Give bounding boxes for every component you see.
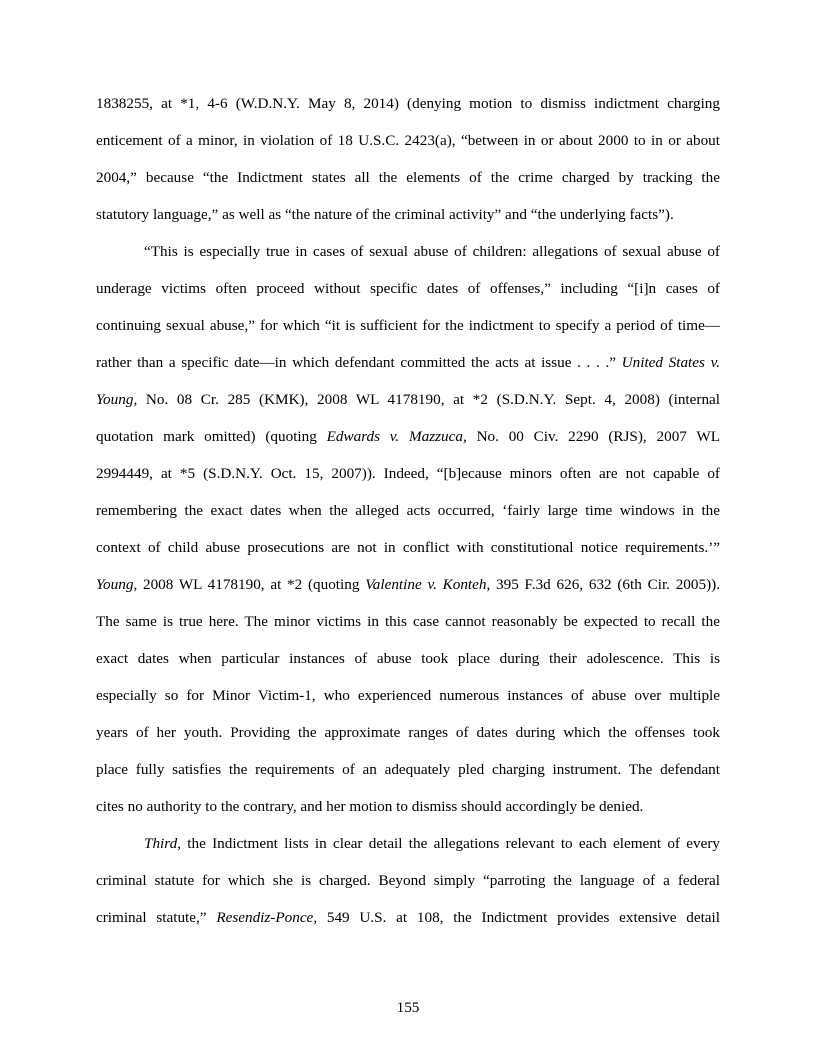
text-segment: cites no authority to the contrary, and her motion to dismiss should accordingly be denied. (96, 798, 644, 815)
text-segment: quotation mark omitted) (quoting (96, 428, 327, 445)
text-segment: criminal statute for which she is charged. Beyond simply “parroting the language of a federal (96, 872, 720, 889)
text-segment: remembering the exact dates when the alleged acts occurred, ‘fairly large time windows in the (96, 502, 720, 519)
text-segment: , 549 U.S. at 108, the Indictment provides extensive detail (313, 909, 720, 926)
text-line (96, 204, 720, 241)
text-line (96, 315, 720, 352)
text-line (96, 574, 720, 611)
italic-citation: Young (96, 391, 134, 408)
text-line (96, 870, 720, 907)
text-segment: enticement of a minor, in violation of 18 U.S.C. 2423(a), “between in or about 2000 to in or about (96, 132, 720, 149)
text-segment: , the Indictment lists in clear detail the allegations relevant to each element of every (177, 835, 720, 852)
text-line (96, 833, 720, 870)
text-line (96, 352, 720, 389)
text-segment: statutory language,” as well as “the nature of the criminal activity” and “the underlying facts”). (96, 206, 674, 223)
italic-citation: Young (96, 576, 134, 593)
text-segment: , 2008 WL 4178190, at *2 (quoting (133, 576, 366, 593)
text-segment: exact dates when particular instances of abuse took place during their adolescence. This is (96, 650, 720, 667)
text-line (96, 463, 720, 500)
text-segment: 2004,” because “the Indictment states all the elements of the crime charged by tracking the (96, 169, 720, 186)
document-body (96, 93, 720, 944)
paragraph (96, 833, 720, 944)
text-line (96, 278, 720, 315)
text-line (96, 648, 720, 685)
paragraph (96, 93, 720, 241)
text-segment: continuing sexual abuse,” for which “it is sufficient for the indictment to specify a period of time— (96, 317, 720, 334)
italic-citation: Valentine v. Konteh (365, 576, 487, 593)
italic-citation: Third (144, 835, 178, 852)
text-line (96, 389, 720, 426)
italic-citation: United States v. (621, 354, 720, 371)
text-line (96, 537, 720, 574)
text-segment: especially so for Minor Victim-1, who experienced numerous instances of abuse over multiple (96, 687, 720, 704)
text-segment: rather than a specific date—in which defendant committed the acts at issue . . . .” (96, 354, 622, 371)
page-number: 155 (396, 999, 420, 1016)
italic-citation: Resendiz-Ponce (216, 909, 314, 926)
text-line (96, 500, 720, 537)
text-line (96, 796, 720, 833)
text-line (96, 759, 720, 796)
text-segment: underage victims often proceed without specific dates of offenses,” including “[i]n cases of (96, 280, 720, 297)
text-segment: place fully satisfies the requirements of an adequately pled charging instrument. The defendant (96, 761, 720, 778)
text-line (96, 130, 720, 167)
text-line (96, 167, 720, 204)
italic-citation: Edwards v. Mazzuca (326, 428, 463, 445)
text-segment: The same is true here. The minor victims in this case cannot reasonably be expected to recall the (96, 613, 720, 630)
text-segment: 1838255, at *1, 4-6 (W.D.N.Y. May 8, 2014) (denying motion to dismiss indictment charging (96, 95, 720, 112)
text-segment: 2994449, at *5 (S.D.N.Y. Oct. 15, 2007)). Indeed, “[b]ecause minors often are not capable of (96, 465, 720, 482)
text-line (96, 685, 720, 722)
text-segment: criminal statute,” (96, 909, 217, 926)
text-segment: , No. 08 Cr. 285 (KMK), 2008 WL 4178190, at *2 (S.D.N.Y. Sept. 4, 2008) (internal (133, 391, 720, 408)
text-line (96, 907, 720, 944)
text-line (96, 93, 720, 130)
text-line (96, 426, 720, 463)
text-segment: years of her youth. Providing the approximate ranges of dates during which the offenses took (96, 724, 720, 741)
text-segment: , No. 00 Civ. 2290 (RJS), 2007 WL (463, 428, 720, 445)
text-segment: context of child abuse prosecutions are not in conflict with constitutional notice requirements.’” (96, 539, 720, 556)
text-line (96, 722, 720, 759)
text-segment: “This is especially true in cases of sexual abuse of children: allegations of sexual abuse of (144, 243, 720, 260)
text-line (96, 241, 720, 278)
paragraph (96, 241, 720, 833)
text-segment: , 395 F.3d 626, 632 (6th Cir. 2005)). (486, 576, 720, 593)
text-line (96, 611, 720, 648)
